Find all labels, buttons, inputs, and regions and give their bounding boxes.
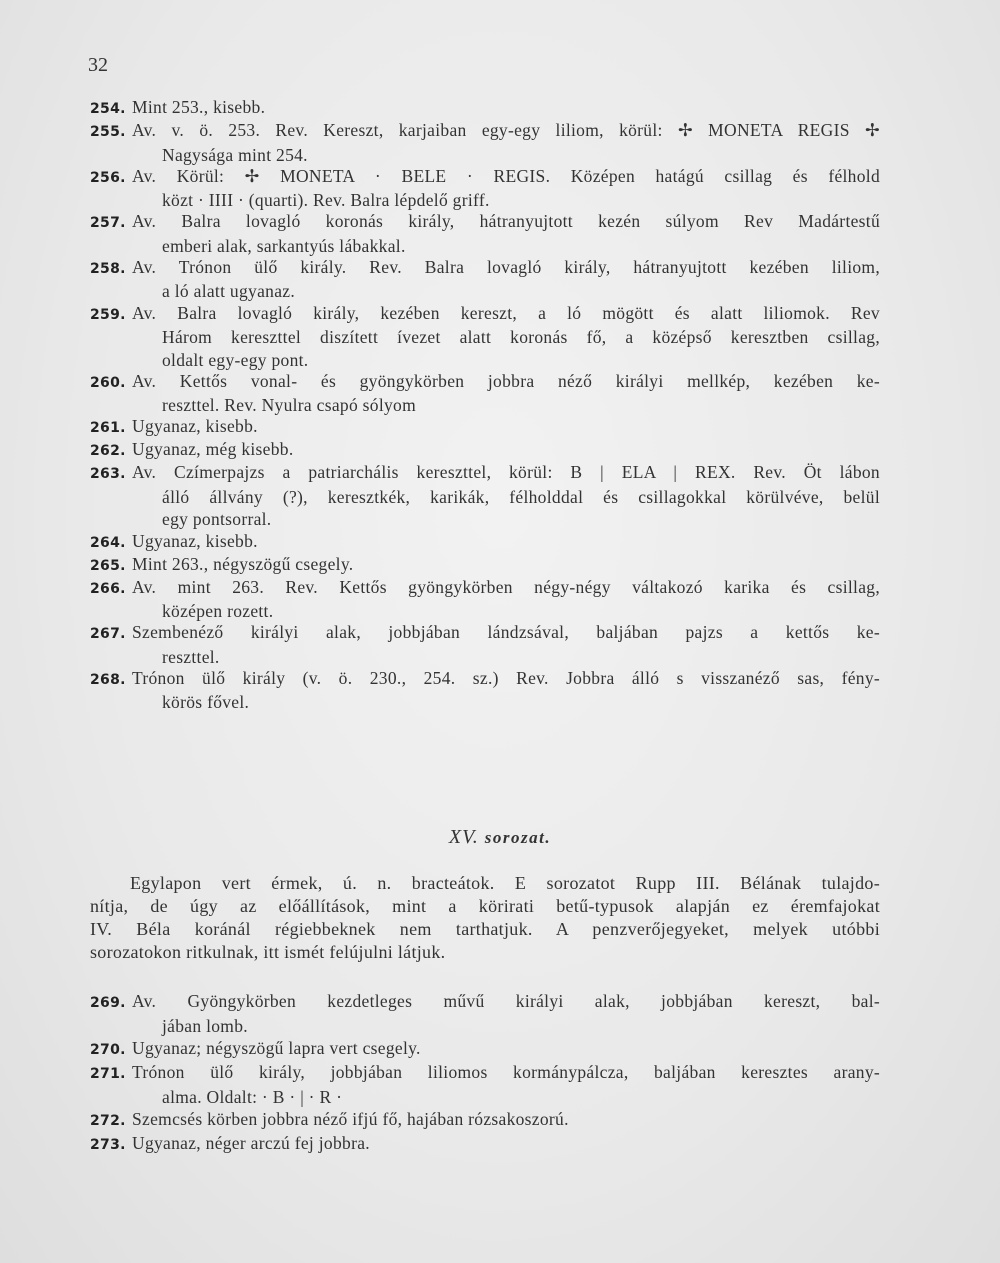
entry-line: körös fővel. (162, 692, 250, 713)
entry-line (90, 621, 880, 646)
entry-text: Av. Balra lovagló koronás király, hátranyujtott kezén súlyom Rev Madártestű (132, 211, 880, 232)
catalog-entry (90, 210, 880, 257)
entry-line: Nagysága mint 254. (162, 144, 308, 165)
page-number: 32 (88, 54, 108, 76)
entry-text: Av. Körül: ✢ MONETA · BELE · REGIS. Középen hatágú csillag és félhold (132, 165, 880, 186)
section-roman: XV. (448, 826, 479, 848)
entry-text: Szembenéző királyi alak, jobbjában lándzsával, baljában pajzs a kettős ke- (132, 622, 880, 643)
entry-number: 269. (90, 995, 126, 1011)
catalog-entry (90, 667, 880, 714)
entry-line (90, 990, 880, 1015)
catalog-entry (90, 415, 880, 440)
catalog-entry (90, 370, 880, 417)
catalog-entry (90, 1037, 880, 1062)
entry-text: Trónon ülő király, jobbjában liliomos kormánypálcza, baljában keresztes arany- (132, 1062, 880, 1083)
catalog-entry (90, 990, 880, 1037)
entry-line (90, 256, 880, 281)
entry-text: Av. Trónon ülő király. Rev. Balra lovagló király, hátranyujtott kezében liliom, (132, 256, 880, 277)
entry-text: Ugyanaz, kisebb. (132, 416, 258, 437)
entry-text: Ugyanaz, kisebb. (132, 530, 258, 551)
entry-text: Av. Czímerpajzs a patriarchális kereszttel, körül: B | ELA | REX. Rev. Öt lábon (132, 462, 880, 483)
entry-text: Av. v. ö. 253. Rev. Kereszt, karjaiban egy-egy liliom, körül: ✢ MONETA REGIS ✢ (132, 120, 880, 141)
entry-number: 254. (90, 101, 126, 117)
entry-line (90, 96, 880, 121)
catalog-entry (90, 530, 880, 555)
entry-line: alma. Oldalt: · B · | · R · (162, 1086, 343, 1107)
entry-line: oldalt egy-egy pont. (162, 349, 309, 370)
catalog-entry (90, 1132, 880, 1157)
entry-line (90, 302, 880, 327)
entry-line (90, 530, 880, 555)
entry-line (90, 165, 880, 190)
intro-line: Egylapon vert érmek, ú. n. bracteátok. E sorozatot Rupp III. Bélának tulajdo- (130, 873, 880, 893)
entry-number: 268. (90, 671, 126, 688)
catalog-entry (90, 553, 880, 578)
entry-number: 256. (90, 169, 126, 186)
entry-line (90, 461, 880, 486)
entry-line (90, 119, 880, 144)
entry-line (90, 438, 880, 463)
entry-text: Av. mint 263. Rev. Kettős gyöngykörben négy-négy váltakozó karika és csillag, (132, 576, 880, 597)
entry-number: 273. (90, 1137, 126, 1154)
entry-number: 258. (90, 260, 126, 277)
entry-line (90, 1108, 880, 1133)
catalog-entry (90, 621, 880, 668)
catalog-entry (90, 302, 880, 372)
catalog-entry (90, 1061, 880, 1108)
entry-text: Mint 253., kisebb. (132, 97, 266, 117)
entry-number: 260. (90, 374, 126, 391)
catalog-entry (90, 256, 880, 303)
entry-text: Av. Kettős vonal- és gyöngykörben jobbra néző királyi mellkép, kezében ke- (132, 370, 880, 391)
entry-line: középen rozett. (162, 601, 274, 622)
entry-line: jában lomb. (162, 1015, 248, 1036)
entry-line (90, 210, 880, 235)
entry-line (90, 415, 880, 440)
entry-number: 264. (90, 534, 126, 551)
entry-number: 255. (90, 124, 126, 141)
entry-text: Szemcsés körben jobbra néző ifjú fő, hajában rózsakoszorú. (132, 1108, 569, 1129)
entry-line (90, 667, 880, 692)
entry-line: közt · IIII · (quarti). Rev. Balra lépdelő griff. (162, 190, 490, 211)
section-word: sorozat. (484, 828, 552, 847)
catalog-entry (90, 576, 880, 623)
entry-text: Mint 263., négyszögű csegely. (132, 553, 354, 574)
intro-line: nítja, de úgy az előállítások, mint a körirati betű-typusok alapján ez éremfajokat (90, 896, 880, 916)
entry-number: 262. (90, 443, 126, 460)
entry-number: 266. (90, 580, 126, 597)
entry-line: álló állvány (?), keresztkék, karikák, félholddal és csillagokkal körülvéve, belül (162, 486, 880, 507)
entry-number: 267. (90, 626, 126, 643)
catalog-entry (90, 96, 880, 121)
entry-line (90, 1061, 880, 1086)
entry-text: Av. Balra lovagló király, kezében kereszt, a ló mögött és alatt liliomok. Rev (132, 302, 880, 323)
catalog-entry (90, 1108, 880, 1133)
entry-number: 261. (90, 420, 126, 437)
entry-text: Trónon ülő király (v. ö. 230., 254. sz.) Rev. Jobbra álló s visszanéző sas, fény- (132, 667, 880, 688)
entry-line: reszttel. Rev. Nyulra csapó sólyom (162, 395, 417, 416)
catalog-entry (90, 165, 880, 212)
entry-text: Ugyanaz, még kisebb. (132, 439, 294, 460)
entry-number: 272. (90, 1112, 126, 1129)
entry-line (90, 576, 880, 601)
catalog-entry (90, 461, 880, 531)
entry-line (90, 1132, 880, 1157)
entry-line (90, 370, 880, 395)
entry-number: 265. (90, 557, 126, 574)
section-heading (0, 826, 1000, 849)
intro-line: sorozatokon ritkulnak, itt ismét felújulni látjuk. (90, 942, 446, 962)
intro-line: IV. Béla koránál régiebbeknek nem tarthatjuk. A penzverőjegyeket, melyek utóbbi (90, 919, 880, 939)
entry-line: emberi alak, sarkantyús lábakkal. (162, 235, 406, 256)
entry-number: 263. (90, 466, 126, 483)
entry-line: egy pontsorral. (162, 509, 272, 530)
entry-line (90, 1037, 880, 1062)
catalog-entry (90, 438, 880, 463)
entry-line: reszttel. (162, 646, 220, 667)
entry-line: a ló alatt ugyanaz. (162, 281, 296, 302)
section-intro-paragraph (90, 872, 880, 964)
entry-text: Ugyanaz; négyszögű lapra vert csegely. (132, 1037, 421, 1058)
entry-number: 270. (90, 1041, 126, 1058)
entry-number: 259. (90, 306, 126, 323)
entry-number: 271. (90, 1066, 126, 1083)
entry-number: 257. (90, 215, 126, 232)
entry-line: Három kereszttel diszített ívezet alatt koronás fő, a középső keresztben csillag, (162, 327, 880, 347)
entry-text: Ugyanaz, néger arczú fej jobbra. (132, 1133, 370, 1154)
entry-line (90, 553, 880, 578)
entry-text: Av. Gyöngykörben kezdetleges művű királyi alak, jobbjában kereszt, bal- (132, 991, 880, 1011)
catalog-entry (90, 119, 880, 166)
